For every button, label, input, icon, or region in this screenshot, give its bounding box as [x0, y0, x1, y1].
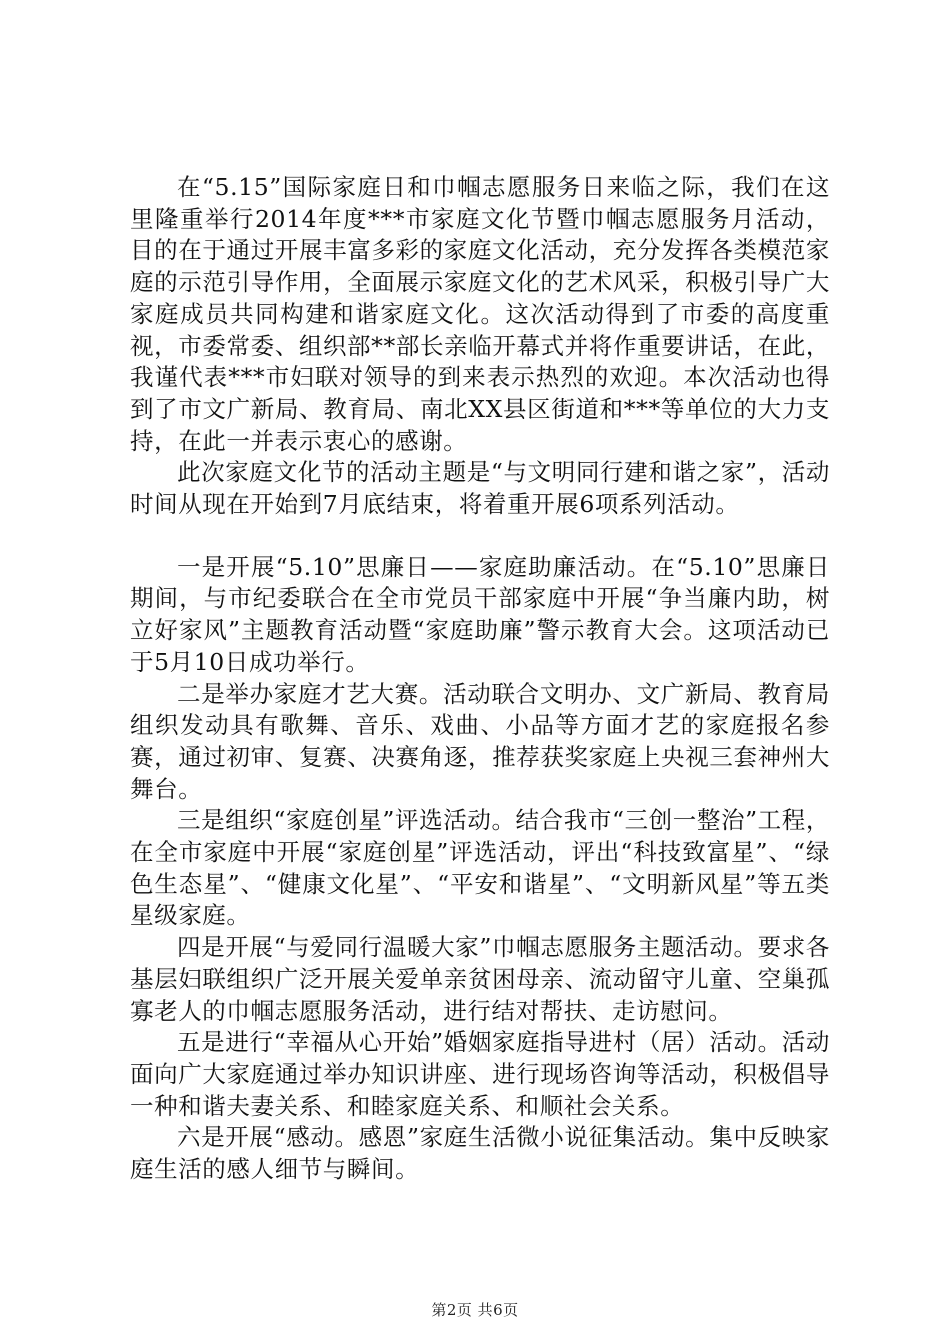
paragraph-opening: 在“5.15”国际家庭日和巾帼志愿服务日来临之际，我们在这里隆重举行2014年度***市家庭文化节暨巾帼志愿服务月活动，目的在于通过开展丰富多彩的家庭文化活动，充分发挥各类模范家庭的示范引导作用，全面展示家庭文化的艺术风采，积极引导广大家庭成员共同构建和谐家庭文化。这次活动得到了市委的高度重视，市委常委、组织部**部长亲临开幕式并将作重要讲话，在此，我谨代表***市妇联对领导的到来表示热烈的欢迎。本次活动也得到了市文广新局、教育局、南北XX县区街道和***等单位的大力支持，在此一并表示衷心的感谢。 [130, 173, 830, 455]
paragraph-activity-5: 五是进行“幸福从心开始”婚姻家庭指导进村（居）活动。活动面向广大家庭通过举办知识讲座、进行现场咨询等活动，积极倡导一种和谐夫妻关系、和睦家庭关系、和顺社会关系。 [130, 1028, 830, 1120]
paragraph-activity-1: 一是开展“5.10”思廉日——家庭助廉活动。在“5.10”思廉日期间，与市纪委联合在全市党员干部家庭中开展“争当廉内助，树立好家风”主题教育活动暨“家庭助廉”警示教育大会。这项活动已于5月10日成功举行。 [130, 552, 830, 676]
paragraph-activity-6: 六是开展“感动。感恩”家庭生活微小说征集活动。集中反映家庭生活的感人细节与瞬间。 [130, 1123, 830, 1184]
paragraph-activity-3: 三是组织“家庭创星”评选活动。结合我市“三创一整治”工程，在全市家庭中开展“家庭创星”评选活动，评出“科技致富星”、“绿色生态星”、“健康文化星”、“平安和谐星”、“文明新风星”等五类星级家庭。 [130, 806, 830, 930]
page-number-footer: 第2页 共6页 [431, 1301, 519, 1319]
paragraph-activity-2: 二是举办家庭才艺大赛。活动联合文明办、文广新局、教育局组织发动具有歌舞、音乐、戏曲、小品等方面才艺的家庭报名参赛，通过初审、复赛、决赛角逐，推荐获奖家庭上央视三套神州大舞台。 [130, 679, 830, 803]
paragraph-activity-4: 四是开展“与爱同行温暖大家”巾帼志愿服务主题活动。要求各基层妇联组织广泛开展关爱单亲贫困母亲、流动留守儿童、空巢孤寡老人的巾帼志愿服务活动，进行结对帮扶、走访慰问。 [130, 933, 830, 1025]
paragraph-theme: 此次家庭文化节的活动主题是“与文明同行建和谐之家”，活动时间从现在开始到7月底结束，将着重开展6项系列活动。 [130, 458, 830, 519]
document-body [130, 172, 830, 1186]
